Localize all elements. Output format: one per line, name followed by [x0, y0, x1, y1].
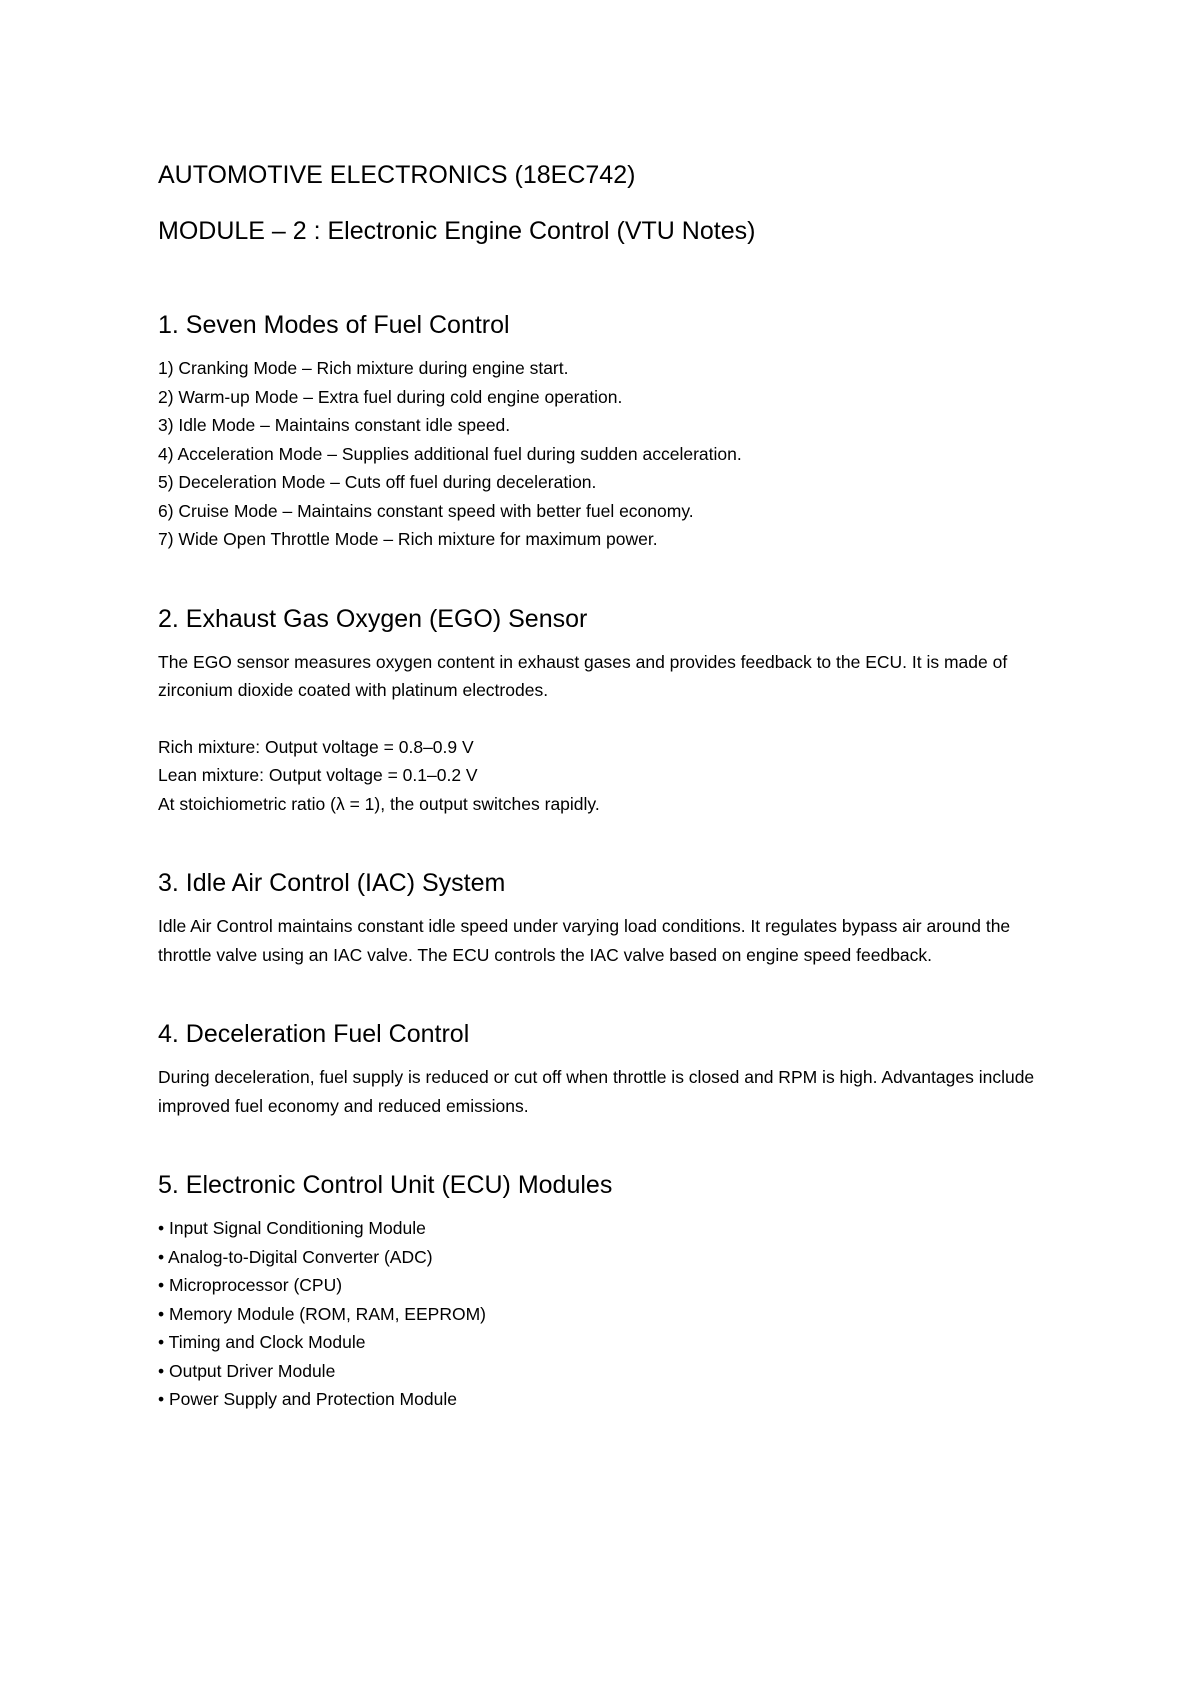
- list-item: 4) Acceleration Mode – Supplies additional fuel during sudden acceleration.: [158, 443, 742, 464]
- list-item: 6) Cruise Mode – Maintains constant speed with better fuel economy.: [158, 500, 694, 521]
- document-subtitle: MODULE – 2 : Electronic Engine Control (VTU Notes): [158, 217, 756, 245]
- section-body: [158, 1214, 1058, 1414]
- list-item: • Power Supply and Protection Module: [158, 1389, 457, 1409]
- section-heading: 4. Deceleration Fuel Control: [158, 1020, 470, 1048]
- section-body: [158, 354, 1058, 554]
- list-item: 1) Cranking Mode – Rich mixture during engine start.: [158, 358, 569, 378]
- fuel-modes-list: [158, 354, 1058, 554]
- section-body: [158, 912, 1058, 969]
- list-item: • Memory Module (ROM, RAM, EEPROM): [158, 1303, 486, 1324]
- list-item: • Input Signal Conditioning Module: [158, 1218, 426, 1238]
- section-body: [158, 648, 1058, 819]
- list-item: • Output Driver Module: [158, 1360, 336, 1381]
- list-item: 5) Deceleration Mode – Cuts off fuel during deceleration.: [158, 472, 597, 492]
- section-ego-sensor: [158, 604, 1058, 819]
- list-item: 7) Wide Open Throttle Mode – Rich mixture for maximum power.: [158, 529, 658, 549]
- section-decel-fuel: [158, 1019, 1058, 1120]
- paragraph: The EGO sensor measures oxygen content in exhaust gases and provides feedback to the ECU. It is made of zirconium dioxide coated with platinum electrodes.: [158, 651, 1008, 700]
- list-item: • Microprocessor (CPU): [158, 1275, 343, 1295]
- section-heading: 3. Idle Air Control (IAC) System: [158, 869, 506, 897]
- section-heading: 1. Seven Modes of Fuel Control: [158, 311, 510, 339]
- list-item: 2) Warm-up Mode – Extra fuel during cold engine operation.: [158, 386, 623, 407]
- section-iac-system: [158, 868, 1058, 969]
- text-line: Rich mixture: Output voltage = 0.8–0.9 V: [158, 736, 474, 757]
- document-title: AUTOMOTIVE ELECTRONICS (18EC742): [158, 161, 636, 189]
- section-heading: 5. Electronic Control Unit (ECU) Modules: [158, 1171, 613, 1199]
- section-ecu-modules: [158, 1170, 1058, 1414]
- list-item: • Analog-to-Digital Converter (ADC): [158, 1246, 433, 1267]
- section-heading: 2. Exhaust Gas Oxygen (EGO) Sensor: [158, 604, 588, 633]
- section-fuel-modes: [158, 310, 1058, 554]
- section-body: [158, 1063, 1058, 1120]
- spacer: [158, 705, 1058, 733]
- list-item: • Timing and Clock Module: [158, 1332, 366, 1352]
- paragraph: Idle Air Control maintains constant idle speed under varying load conditions. It regulates bypass air around the throttle valve using an IAC valve. The ECU controls the IAC valve based on engine speed feedback.: [158, 916, 1011, 965]
- text-line: At stoichiometric ratio (λ = 1), the output switches rapidly.: [158, 793, 600, 814]
- paragraph: During deceleration, fuel supply is reduced or cut off when throttle is closed and RPM is high. Advantages include improved fuel economy and reduced emissions.: [158, 1067, 1035, 1116]
- list-item: 3) Idle Mode – Maintains constant idle speed.: [158, 415, 511, 435]
- ecu-modules-list: [158, 1214, 1058, 1414]
- text-line: Lean mixture: Output voltage = 0.1–0.2 V: [158, 765, 478, 785]
- document-page: [158, 160, 1058, 1414]
